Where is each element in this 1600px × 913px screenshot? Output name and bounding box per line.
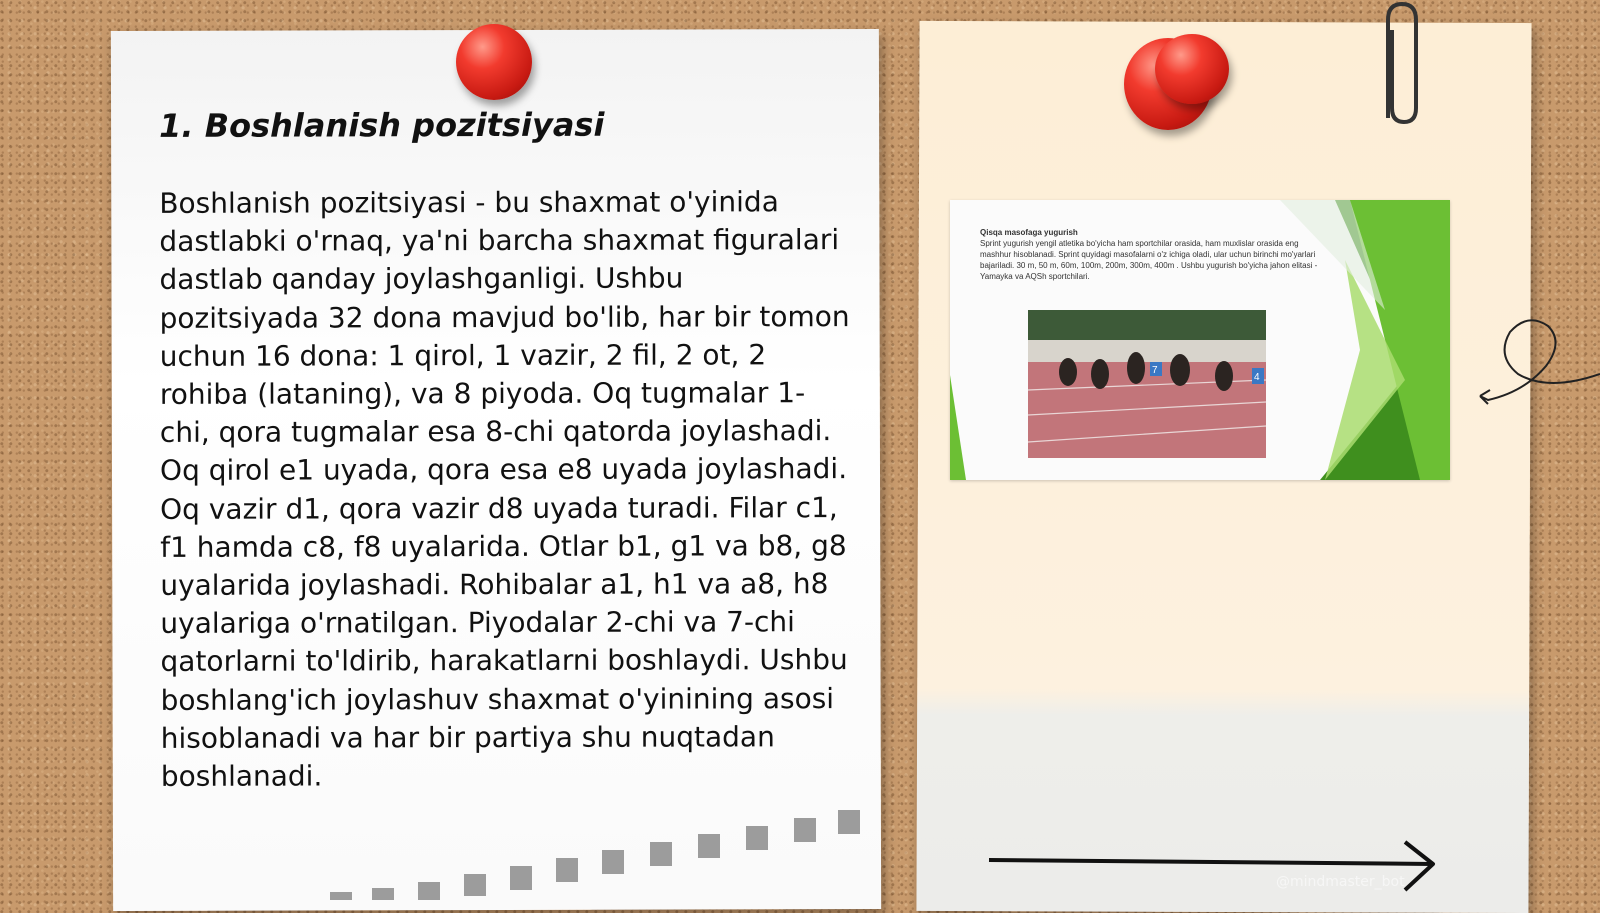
lane-number: 7: [1152, 365, 1158, 376]
torn-paper-edge: [310, 800, 870, 900]
doodle-loop: [1478, 312, 1600, 408]
slide-text-block: [980, 227, 1330, 282]
paperclip-icon: [1378, 0, 1424, 126]
left-note-card: [111, 29, 881, 911]
push-pin-icon: [1155, 34, 1229, 104]
sprint-photo-image: [1028, 310, 1266, 458]
lane-number: 4: [1254, 372, 1260, 383]
push-pin-icon: [456, 24, 532, 100]
slide-title: Qisqa masofaga yugurish: [980, 228, 1078, 237]
card-heading: 1. Boshlanish pozitsiyasi: [159, 105, 605, 145]
card-paragraph: Boshlanish pozitsiyasi - bu shaxmat o'yinida dastlabki o'rnaq, ya'ni barcha shaxmat figuralari dastlab qanday joylashganligi. Ushbu pozitsiyada 32 dona mavjud bo'lib, har bir tomon uchun 16 dona: 1 qirol, 1 vazir, 2 fil, 2 ot, 2 rohiba (lataning), va 8 piyoda. Oq tugmalar 1-chi, qora tugmalar esa 8-chi qatorda joylashadi. Oq qirol e1 uyada, qora esa e8 uyada joylashadi. Oq vazir d1, qora vazir d8 uyada turadi. Filar c1, f1 hamda c8, f8 uyalarida. Otlar b1, g1 va b8, g8 uyalarida joylashadi. Rohibalar a1, h1 va a8, h8 uyalariga o'rnatilgan. Piyodalar 2-chi va 7-chi qatorlarni to'ldirib, harakatlarni boshlaydi. Ushbu boshlang'ich joylashuv shaxmat o'yinining asosi hisoblanadi va har bir partiya shu nuqtadan boshlanadi.: [159, 185, 850, 793]
sprint-photo: [1028, 310, 1266, 458]
slide-body: Sprint yugurish yengil atletika bo'yicha ham sportchilar orasida, ham muxlislar orasida eng mashhur hisoblanadi. Sprint quyidagi masofalarni o'z ichiga oladi, ular uchun birinchi mo'yarlari bajariladi. 30 m, 50 m, 60m, 100m, 200m, 300m, 400m . Ushbu yugurish bo'yicha jahon elitasi - Yamayka va AQSh sportchilari.: [980, 239, 1318, 281]
watermark: @mindmaster_bot: [1276, 874, 1405, 890]
slide-preview: [950, 200, 1450, 480]
